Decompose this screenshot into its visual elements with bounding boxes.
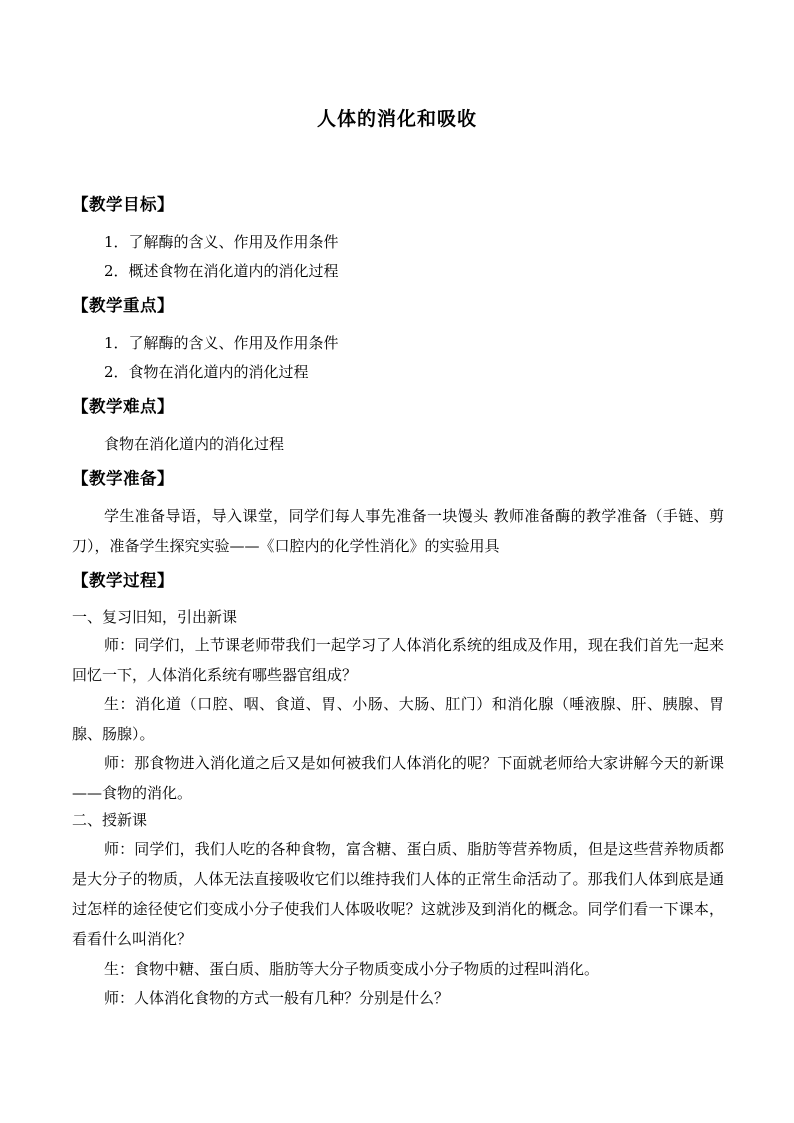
- heading-difficulties: 【教学难点】: [72, 397, 174, 416]
- key-point-item-1: 1．了解酶的含义、作用及作用条件: [104, 334, 339, 352]
- process-part2-para-1: 师：同学们，我们人吃的各种食物，富含糖、蛋白质、脂肪等营养物质，但是这些营养物质都是大分子的物质，人体无法直接吸收它们以维持我们人体的正常生命活动了。那我们人体到底是通过怎样的途径使它们变成小分子使我们人体吸收呢？这就涉及到消化的概念。同学们看一下课本，看看什么叫消化？: [72, 840, 724, 948]
- heading-process: 【教学过程】: [72, 571, 174, 590]
- process-part1-para-3: 师：那食物进入消化道之后又是如何被我们人体消化的呢？下面就老师给大家讲解今天的新课——食物的消化。: [72, 754, 724, 802]
- process-part2-para-2: 生：食物中糖、蛋白质、脂肪等大分子物质变成小分子物质的过程叫消化。: [104, 960, 600, 978]
- document-title: 人体的消化和吸收: [316, 108, 477, 130]
- process-part1-para-2: 生：消化道（口腔、咽、食道、胃、小肠、大肠、肛门）和消化腺（唾液腺、肝、胰腺、胃腺、肠腺）。: [72, 695, 724, 743]
- key-point-item-2: 2．食物在消化道内的消化过程: [104, 363, 309, 381]
- heading-objectives: 【教学目标】: [72, 195, 174, 214]
- process-part1-title: 一、复习旧知，引出新课: [72, 608, 238, 626]
- difficulty-text: 食物在消化道内的消化过程: [104, 435, 285, 453]
- objective-item-1: 1．了解酶的含义、作用及作用条件: [104, 233, 339, 251]
- heading-key-points: 【教学重点】: [72, 296, 174, 315]
- process-part2-title: 二、授新课: [72, 811, 148, 829]
- objective-item-2: 2．概述食物在消化道内的消化过程: [104, 262, 339, 280]
- preparation-text: 学生准备导语，导入课堂，同学们每人事先准备一块馒头 教师准备酶的教学准备（手链、剪刀），准备学生探究实验——《口腔内的化学性消化》的实验用具: [72, 507, 724, 555]
- process-part1-para-1: 师：同学们，上节课老师带我们一起学习了人体消化系统的组成及作用，现在我们首先一起来回忆一下，人体消化系统有哪些器官组成？: [72, 636, 724, 684]
- process-part2-para-3: 师：人体消化食物的方式一般有几种？分别是什么？: [104, 989, 450, 1007]
- heading-preparation: 【教学准备】: [72, 469, 174, 488]
